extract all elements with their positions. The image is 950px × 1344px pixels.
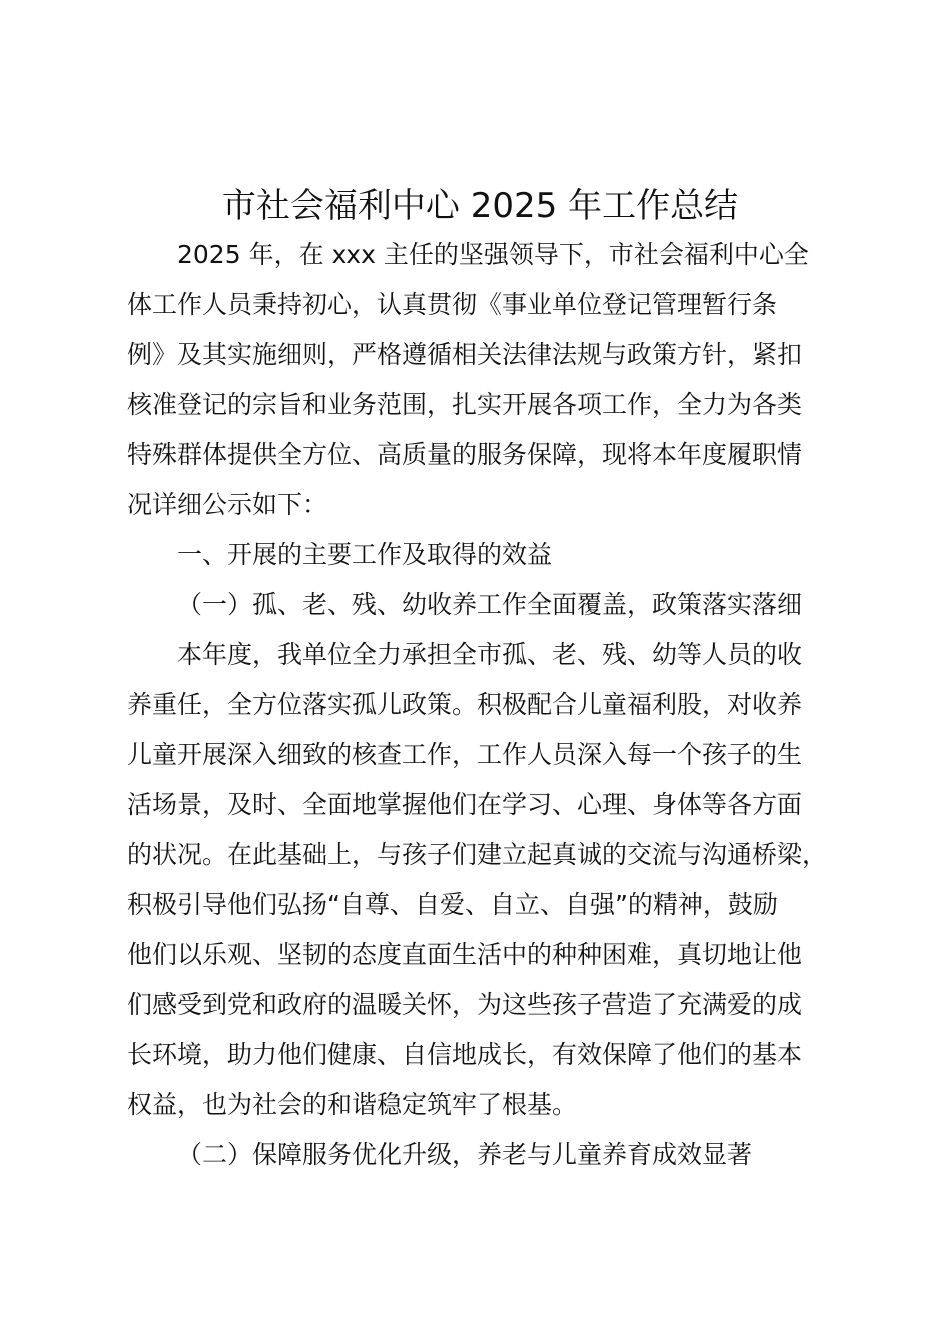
paragraph-line: 本年度，我单位全力承担全市孤、老、残、幼等人员的收 — [177, 640, 803, 669]
section-heading — [127, 530, 847, 580]
paragraph-line: 权益，也为社会的和谐稳定筑牢了根基。 — [127, 1090, 578, 1119]
paragraph-line: 他们以乐观、坚韧的态度直面生活中的种种困难，真切地让他 — [127, 940, 803, 969]
subsection-heading-text: （一）孤、老、残、幼收养工作全面覆盖，政策落实落细 — [177, 590, 803, 619]
paragraph-line: 积极引导他们弘扬“自尊、自爱、自立、自强”的精神，鼓励 — [127, 890, 778, 919]
paragraph-line: 们感受到党和政府的温暖关怀，为这些孩子营造了充满爱的成 — [127, 990, 803, 1019]
intro-paragraph — [127, 230, 847, 530]
intro-line: 体工作人员秉持初心，认真贯彻《事业单位登记管理暂行条 — [127, 290, 778, 319]
section-heading-text: 一、开展的主要工作及取得的效益 — [177, 540, 553, 569]
document-title: 市社会福利中心 2025 年工作总结 — [221, 186, 739, 226]
subsection-heading — [127, 580, 847, 630]
intro-line: 2025 年，在 xxx 主任的坚强领导下，市社会福利中心全 — [177, 240, 809, 269]
intro-line: 核准登记的宗旨和业务范围，扎实开展各项工作，全力为各类 — [127, 390, 803, 419]
document-body — [127, 230, 847, 1180]
intro-line: 特殊群体提供全方位、高质量的服务保障，现将本年度履职情 — [127, 440, 803, 469]
subsection-paragraph — [127, 630, 847, 1130]
paragraph-line: 儿童开展深入细致的核查工作，工作人员深入每一个孩子的生 — [127, 740, 803, 769]
paragraph-line: 活场景，及时、全面地掌握他们在学习、心理、身体等各方面 — [127, 790, 803, 819]
subsection-heading-text: （二）保障服务优化升级，养老与儿童养育成效显著 — [177, 1140, 753, 1169]
intro-line: 况详细公示如下： — [127, 490, 328, 519]
paragraph-line: 的状况。在此基础上，与孩子们建立起真诚的交流与沟通桥梁， — [127, 840, 828, 869]
paragraph-line: 长环境，助力他们健康、自信地成长，有效保障了他们的基本 — [127, 1040, 803, 1069]
subsection-heading — [127, 1130, 847, 1180]
paragraph-line: 养重任，全方位落实孤儿政策。积极配合儿童福利股，对收养 — [127, 690, 803, 719]
intro-line: 例》及其实施细则，严格遵循相关法律法规与政策方针，紧扣 — [127, 340, 803, 369]
